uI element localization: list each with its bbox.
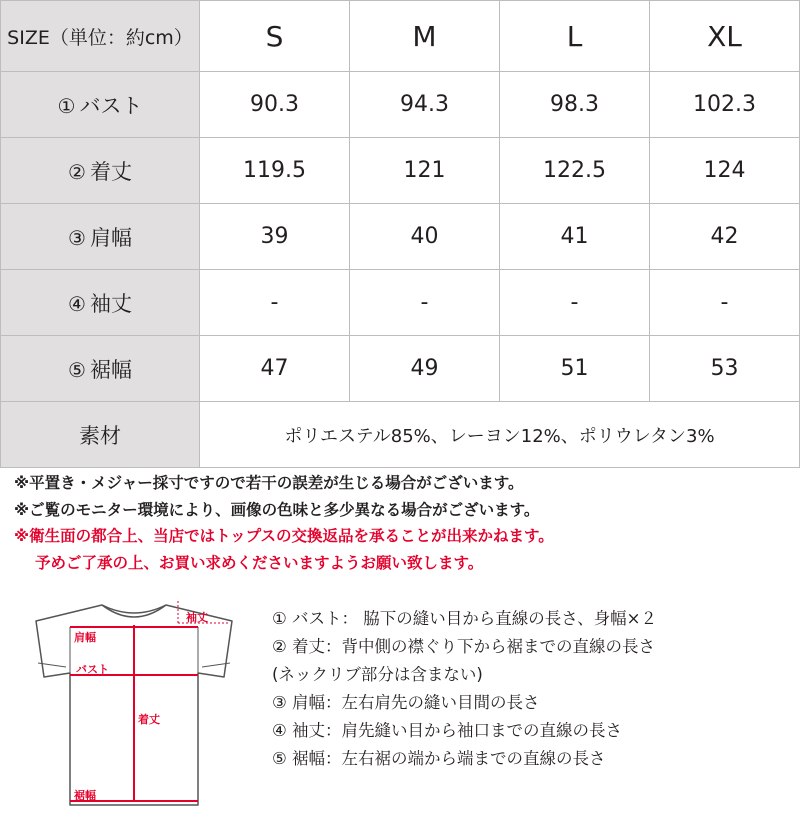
table-cell: 102.3	[650, 72, 800, 138]
table-row-length	[1, 138, 800, 204]
table-cell: 49	[350, 336, 500, 402]
row-number: ③	[68, 225, 86, 250]
definition-length: ② 着丈：背中側の襟ぐり下から裾までの直線の長さ	[272, 637, 656, 656]
definition-shoulder: ③ 肩幅：左右肩先の縫い目間の長さ	[272, 693, 540, 712]
table-cell: 53	[650, 336, 800, 402]
table-cell: -	[500, 270, 650, 336]
notes	[14, 470, 794, 576]
row-label-text: バスト	[79, 93, 143, 118]
table-cell: 124	[650, 138, 800, 204]
table-cell: -	[200, 270, 350, 336]
definition-sleeve: ④ 袖丈：肩先縫い目から袖口までの直線の長さ	[272, 721, 623, 740]
note-no-returns: ※衛生面の都合上、当店ではトップスの交換返品を承ることが出来かねます。	[14, 527, 554, 545]
table-row-bust	[1, 72, 800, 138]
row-number: ②	[68, 159, 86, 184]
row-label-text: 肩幅	[89, 225, 132, 250]
table-cell: 40	[350, 204, 500, 270]
diagram-bust-label: バスト	[76, 663, 109, 676]
diagram-shoulder-label: 肩幅	[74, 631, 96, 644]
row-number: ①	[57, 93, 76, 118]
diagram-hem-label: 裾幅	[74, 789, 96, 802]
size-l-header: L	[500, 1, 650, 72]
note-acknowledge: 予めご了承の上、お買い求めくださいますようお願い致します。	[35, 553, 484, 572]
table-cell: 42	[650, 204, 800, 270]
size-s-header: S	[200, 1, 350, 72]
table-row-material	[1, 402, 800, 468]
size-m-header: M	[350, 1, 500, 72]
table-cell: 39	[200, 204, 350, 270]
table-cell: -	[350, 270, 500, 336]
tshirt-outline-icon	[14, 595, 254, 815]
row-label-text: 裾幅	[89, 357, 132, 382]
material-value: ポリエステル85%、レーヨン12%、ポリウレタン3%	[200, 402, 800, 468]
table-row-sleeve	[1, 270, 800, 336]
row-label	[1, 270, 200, 336]
definition-length-note: (ネックリブ部分は含まない)	[272, 665, 483, 684]
size-xl-header: XL	[650, 1, 800, 72]
row-label	[1, 204, 200, 270]
row-label-text: 袖丈	[89, 291, 132, 316]
table-cell: 90.3	[200, 72, 350, 138]
table-cell: 47	[200, 336, 350, 402]
note-measurement: ※平置き・メジャー採寸ですので若干の誤差が生じる場合がございます。	[14, 474, 524, 492]
size-header-label: SIZE（単位：約cm）	[1, 1, 200, 72]
table-row-shoulder	[1, 204, 800, 270]
table-cell: 98.3	[500, 72, 650, 138]
table-cell: 94.3	[350, 72, 500, 138]
row-number: ⑤	[68, 357, 86, 382]
measurement-definitions	[272, 605, 792, 773]
table-cell: 121	[350, 138, 500, 204]
definition-hem: ⑤ 裾幅：左右裾の端から端までの直線の長さ	[272, 749, 606, 768]
row-label	[1, 336, 200, 402]
row-number: ④	[68, 291, 86, 316]
diagram-length-label: 着丈	[138, 713, 160, 726]
definition-bust: ① バスト： 脇下の縫い目から直線の長さ、身幅×２	[272, 609, 657, 628]
row-label	[1, 138, 200, 204]
table-cell: 119.5	[200, 138, 350, 204]
row-label	[1, 72, 200, 138]
table-cell: 122.5	[500, 138, 650, 204]
note-monitor: ※ご覧のモニター環境により、画像の色味と多少異なる場合がございます。	[14, 500, 540, 519]
table-cell: 51	[500, 336, 650, 402]
diagram-sleeve-label: 袖丈	[186, 611, 208, 624]
size-header-row	[1, 1, 800, 72]
garment-diagram	[14, 595, 254, 815]
table-cell: 41	[500, 204, 650, 270]
table-cell: -	[650, 270, 800, 336]
table-row-hem	[1, 336, 800, 402]
material-label: 素材	[1, 402, 200, 468]
row-label-text: 着丈	[89, 159, 132, 184]
